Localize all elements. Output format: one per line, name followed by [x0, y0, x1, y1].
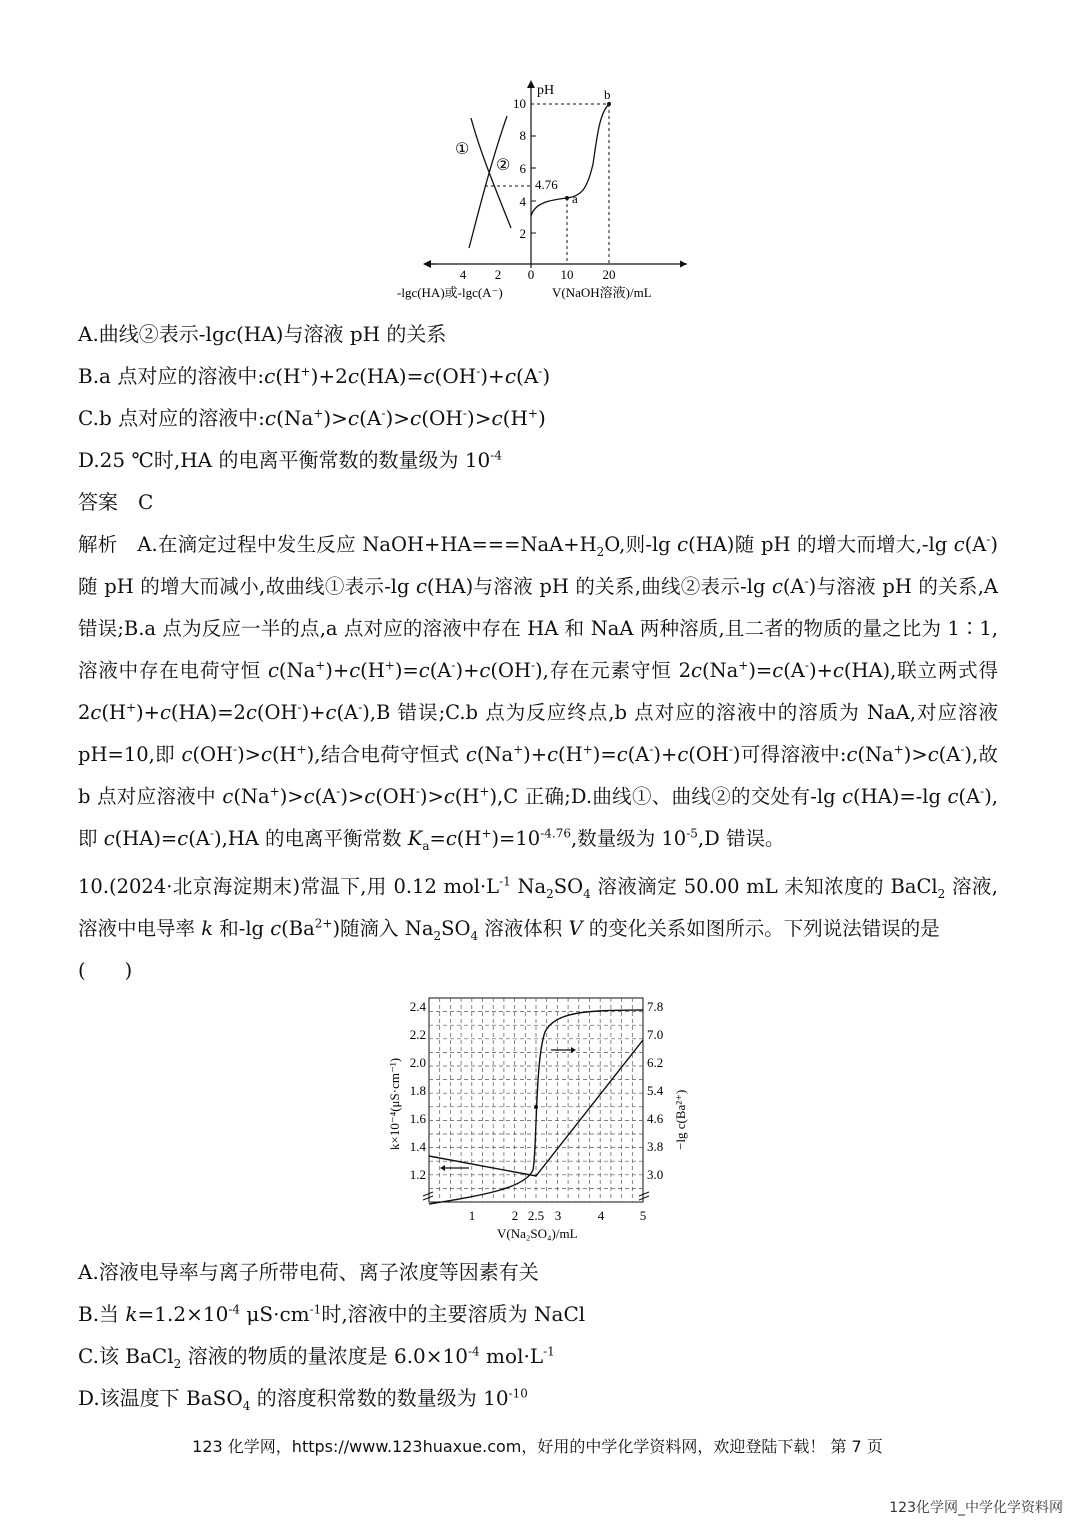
q9-option-b: B.a 点对应的溶液中:c(H+)+2c(HA)=c(OH-)+c(A-): [78, 364, 551, 388]
right-tick: 7.0: [647, 1027, 664, 1042]
right-tick: 7.8: [647, 999, 664, 1014]
x-axis-label: V(Na₂SO₄)/mL: [497, 1226, 578, 1241]
x-tick: 3: [554, 1208, 562, 1223]
q9-option-d: D.25 ℃时,HA 的电离平衡常数的数量级为 $10^{-4}$: [78, 448, 502, 472]
titration-curve: [531, 104, 609, 216]
x-tick: 2: [511, 1208, 519, 1223]
q9-option-a: A.曲线②表示-lgc(HA)与溶液 pH 的关系: [78, 322, 447, 346]
y-tick: 2: [519, 226, 526, 241]
page-footer: 123 化学网，https://www.123huaxue.com，好用的中学化学资料网，欢迎登陆下载！ 第 7 页: [192, 1437, 883, 1456]
x-tick: 10: [560, 267, 574, 282]
curve-2-label: ②: [496, 157, 511, 174]
left-axis-label: k×10⁻⁴(μS·cm⁻¹): [387, 1057, 402, 1150]
y-tick: 6: [519, 161, 526, 176]
x-tick: 4: [597, 1208, 605, 1223]
right-tick: 3.0: [647, 1167, 664, 1182]
x-tick: 2.5: [527, 1208, 545, 1223]
watermark: 123化学网_中学化学资料网: [889, 1500, 1063, 1516]
point-b: [607, 102, 611, 106]
left-tick: 1.2: [409, 1167, 426, 1182]
left-tick: 2.0: [409, 1055, 426, 1070]
value-4-76: 4.76: [535, 177, 558, 192]
y-tick: 4: [519, 194, 526, 209]
q10-option-b: B.当 $k=1.2\times 10^{-4}$ $\mu S\cdot cm^{-1}$时,溶液中的主要溶质为 NaCl: [78, 1302, 586, 1326]
point-a-label: a: [572, 191, 578, 206]
y-axis-label: pH: [537, 83, 555, 98]
q10-option-c: C.该 BaCl$_2$ 溶液的物质的量浓度是 $6.0\times 10^{-4}$ $mol\cdot L^{-1}$: [78, 1344, 555, 1371]
y-tick: 10: [513, 96, 526, 111]
right-tick: 6.2: [647, 1055, 664, 1070]
point-a: [565, 196, 569, 200]
right-tick: 5.4: [647, 1083, 664, 1098]
left-tick: 1.8: [409, 1083, 426, 1098]
q10-option-a: A.溶液电导率与离子所带电荷、离子浓度等因素有关: [78, 1260, 539, 1284]
figure-ph-titration: [395, 78, 695, 303]
x-tick: 1: [468, 1208, 476, 1223]
right-tick: 3.8: [647, 1139, 664, 1154]
right-tick: 4.6: [647, 1111, 664, 1126]
point-b-label: b: [604, 87, 611, 102]
x-tick: 20: [602, 267, 616, 282]
q10-blank: ( ): [78, 959, 133, 982]
analysis-paragraph: 解析 A.在滴定过程中发生反应 $NaOH+HA===NaA+H_2O$,则-lg c(HA)随 pH 的增大而增大,-lg c(A-)随 pH 的增大而减小,故曲线①表示-lg c(HA)与溶液 pH 的关系,曲线②表示-lg c(A-)与溶液 pH 的关系,A 错误;B.a 点为反应一半的点,a 点对应的溶液中存在 HA 和 NaA 两种溶质,且二者的物质的量之比为 1∶1,溶液中存在电荷守恒 c(Na+)+c(H+)=c(A-)+c(OH-),存在元素守恒 2c(Na+)=c(A-)+c(HA),联立两式得 2c(H+)+c(HA)=2c(OH-)+c(A-),B 错误;C.b 点为反应终点,b 点对应的溶液中的溶质为 NaA,对应溶液 pH=10,即 c(OH-)>c(H+),结合电荷守恒式 c(Na+)+c(H+)=c(A-)+c(OH-)可得溶液中:c(Na+)>c(A-),故 b 点对应溶液中 c(Na+)>c(A-)>c(OH-)>c(H+),C 正确;D.曲线①、曲线②的交处有-lg c(HA)=-lg c(A-),即 c(HA)=c(A-),HA 的电离平衡常数 $K_a=c(H^+)=10^{-4.76}$,数量级为 $10^{-5},D$ 错误。: [78, 532, 998, 853]
left-tick: 2.4: [409, 999, 426, 1014]
x-tick: 2: [494, 267, 502, 282]
x-tick: 4: [459, 267, 467, 282]
x-tick: 0: [527, 267, 535, 282]
left-tick: 1.4: [409, 1139, 426, 1154]
q9-option-c: C.b 点对应的溶液中:c(Na+)>c(A-)>c(OH-)>c(H+): [78, 406, 546, 430]
q10-stem: 10.(2024·北京海淀期末)常温下,用 0.12 $mol\cdot L^{-1}$ $Na_2SO_4$ 溶液滴定 50.00 mL 未知浓度的 BaCl$_2$ 溶液,溶液中电导率 k 和-lg $c(Ba^{2+})$随滴入 $Na_2SO_4$ 溶液体积 V 的变化关系如图所示。下列说法错误的是 ( ): [78, 866, 998, 992]
curve-1: [469, 116, 507, 248]
y-tick: 8: [519, 128, 526, 143]
x-tick: 5: [639, 1208, 647, 1223]
left-tick: 2.2: [409, 1027, 426, 1042]
left-tick: 1.6: [409, 1111, 426, 1126]
right-axis-label: −lg c(Ba²⁺): [673, 1089, 688, 1150]
curve-1-label: ①: [455, 141, 470, 158]
inflection-point: [534, 1105, 538, 1109]
x-left-label: -lgc(HA)或-lgc(A⁻): [397, 285, 503, 300]
figure-conductivity: [385, 990, 695, 1245]
q10-option-d: D.该温度下 BaSO$_4$ 的溶度积常数的数量级为 $10^{-10}$: [78, 1386, 528, 1413]
answer-line: 答案 C: [78, 490, 154, 514]
x-right-label: V(NaOH溶液)/mL: [552, 285, 652, 300]
